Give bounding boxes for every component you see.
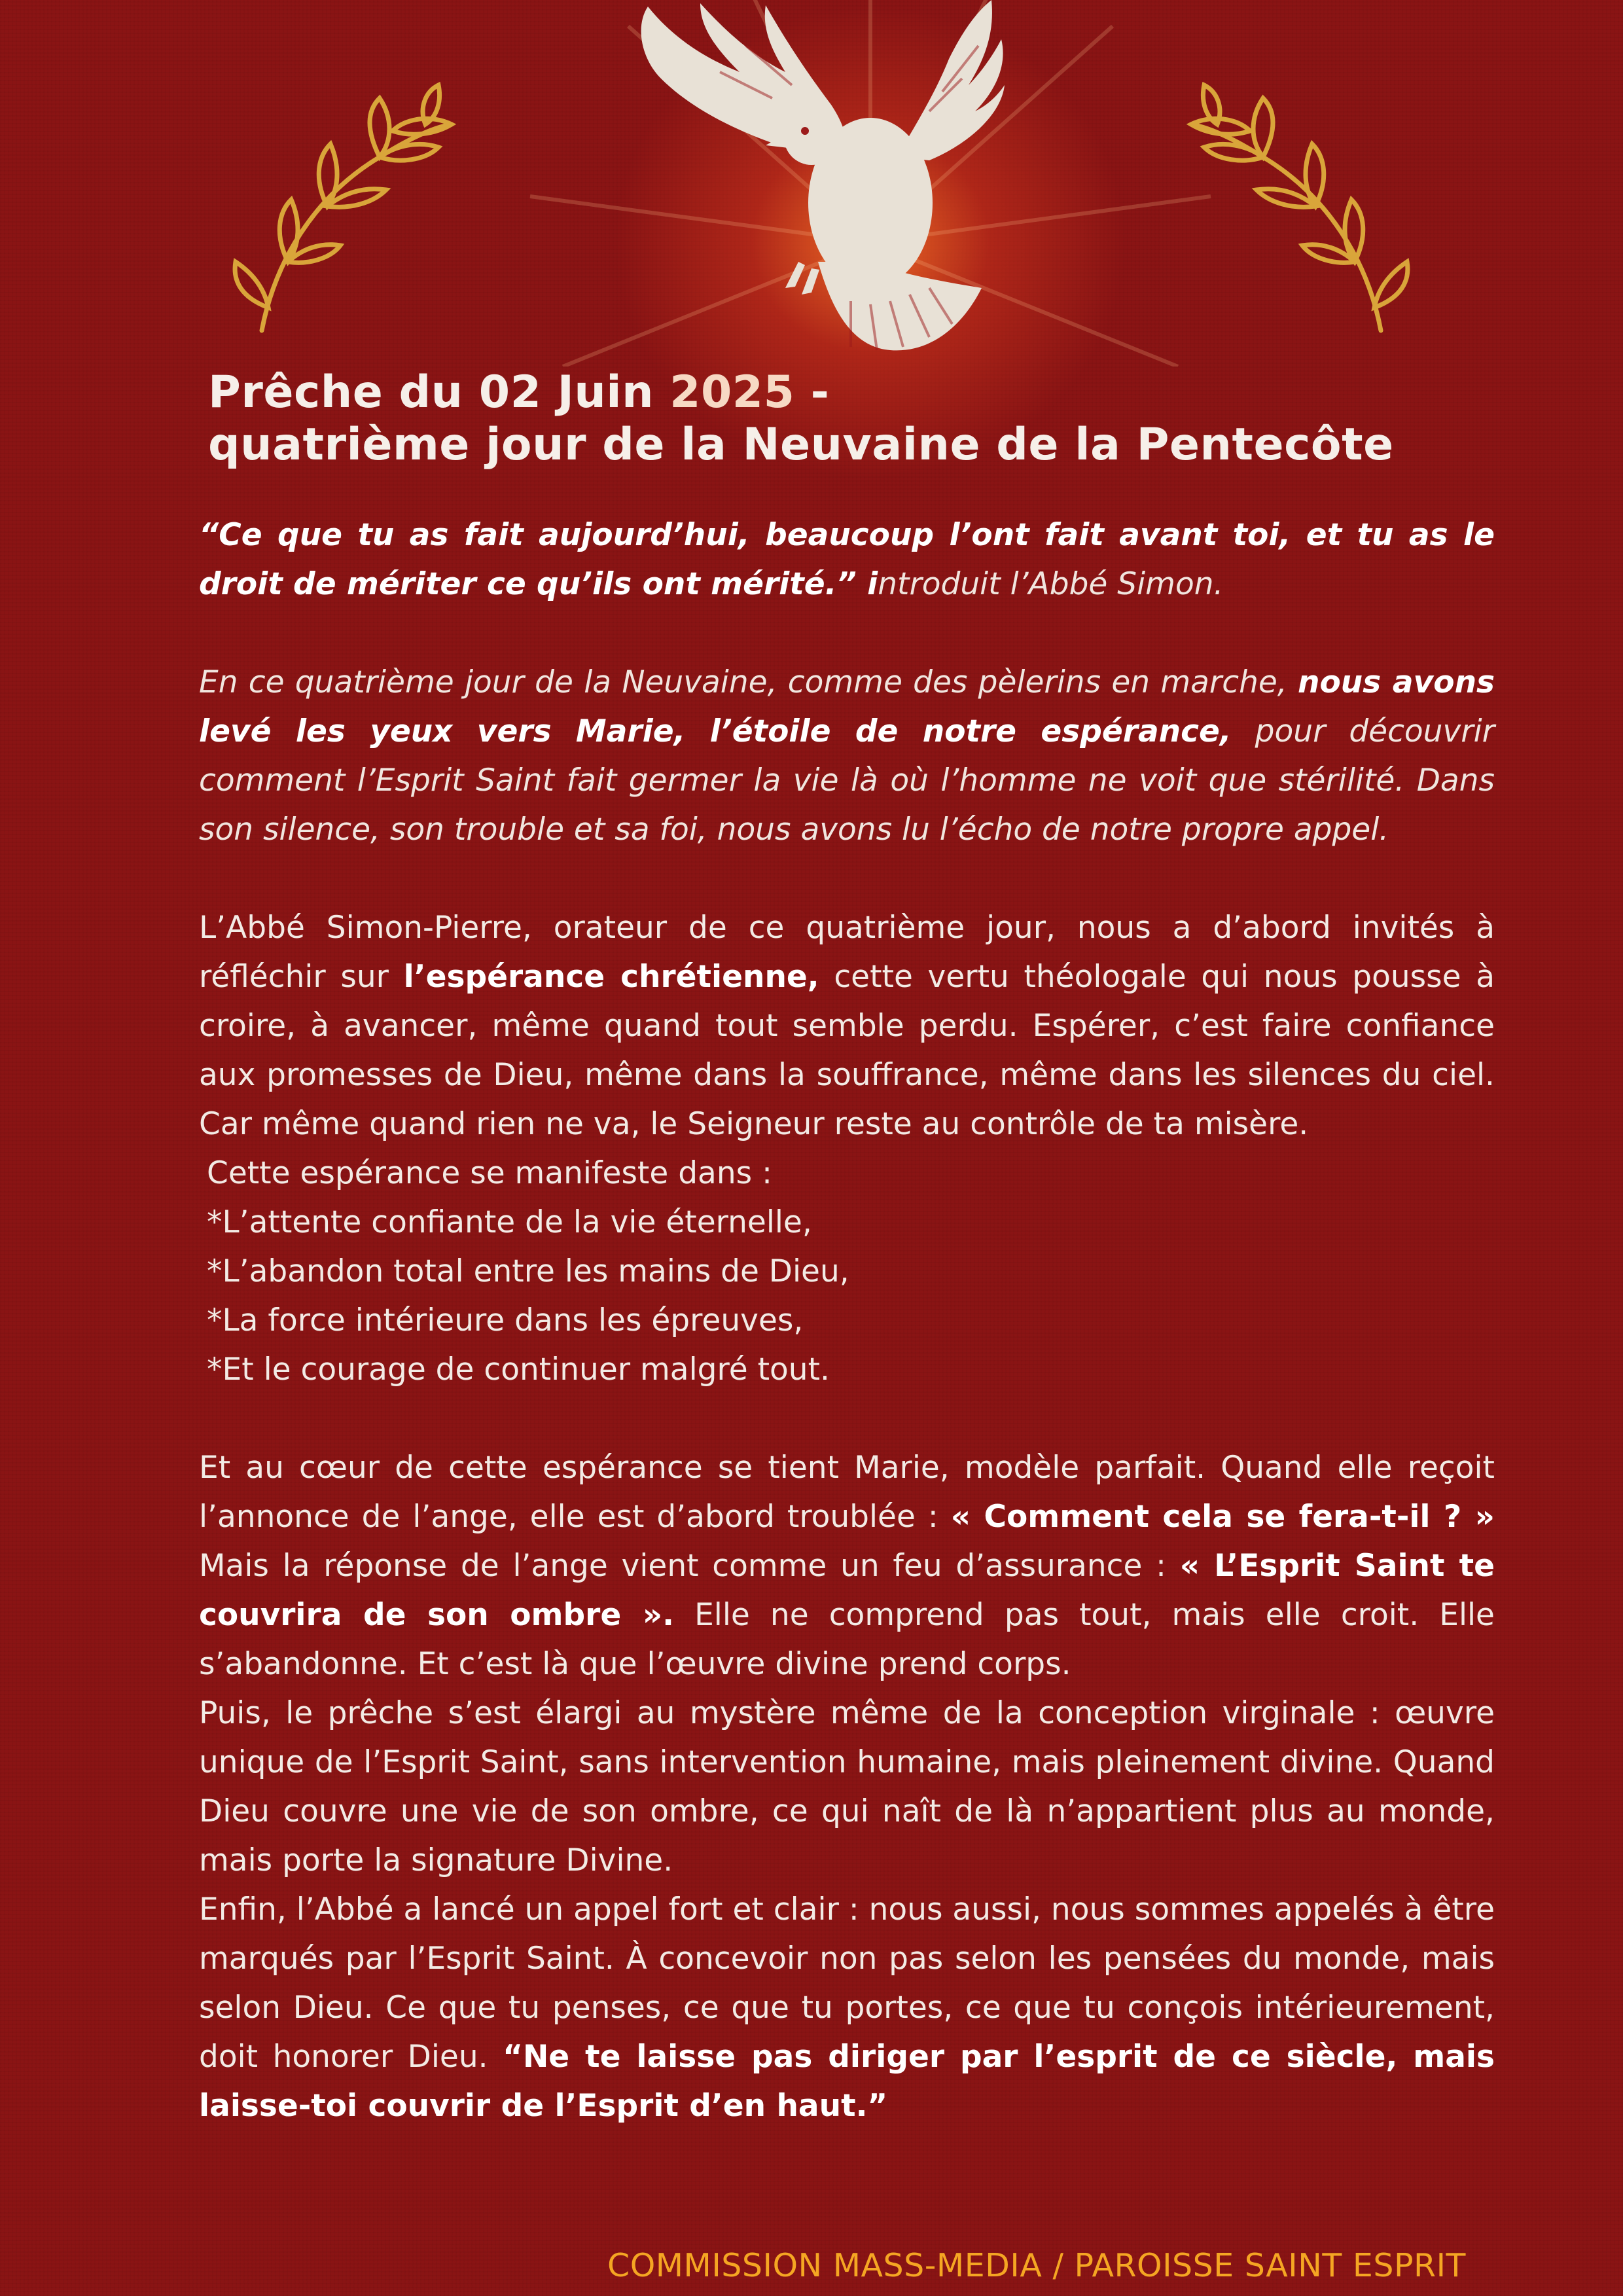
paragraph-esperance: L’Abbé Simon-Pierre, orateur de ce quatrième jour, nous a d’abord invités à réfléchir sur l’espérance chrétienne, cette vertu théologale qui nous pousse à croire, à avancer, même quand tout semble perdu. Espérer, c’est faire confiance aux promesses de Dieu, même dans la souffrance, même dans les silences du ciel. Car même quand rien ne va, le Seigneur reste au contrôle de ta misère. <box>199 910 1495 1142</box>
list-intro: Cette espérance se manifeste dans : <box>207 1155 772 1191</box>
esperance-list <box>199 1149 1495 1394</box>
sermon-body <box>199 511 1495 2130</box>
intro-attribution: ntroduit l’Abbé Simon. <box>878 566 1224 602</box>
laurel-right-icon <box>1191 85 1408 331</box>
paragraph-conception: Puis, le prêche s’est élargi au mystère même de la conception virginale : œuvre unique de l’Esprit Saint, sans intervention humaine, mais pleinement divine. Quand Dieu couvre une vie de son ombre, ce qui naît de là n’appartient plus au monde, mais porte la signature Divine. <box>199 1695 1495 1878</box>
list-item: *Et le courage de continuer malgré tout. <box>207 1352 830 1388</box>
paragraph-marie: Et au cœur de cette espérance se tient Marie, modèle parfait. Quand elle reçoit l’annonce de l’ange, elle est d’abord troublée : « Comment cela se fera-t-il ? » Mais la réponse de l’ange vient comme un feu d’assurance : « L’Esprit Saint te couvrira de son ombre ». Elle ne comprend pas tout, mais elle croit. Elle s’abandonne. Et c’est là que l’œuvre divine prend corps. <box>199 1450 1495 1682</box>
intro-quote: “Ce que tu as fait aujourd’hui, beaucoup l’ont fait avant toi, et tu as le droit de mériter ce qu’ils ont mérité.” <box>199 517 1495 602</box>
paragraph-appel: Enfin, l’Abbé a lancé un appel fort et clair : nous aussi, nous sommes appelés à être marqués par l’Esprit Saint. À concevoir non pas selon les pensées du monde, mais selon Dieu. Ce que tu penses, ce que tu portes, ce que tu conçois intérieurement, doit honorer Dieu. “Ne te laisse pas diriger par l’esprit de ce siècle, mais laisse-toi couvrir de l’Esprit d’en haut.” <box>199 1892 1495 2124</box>
title-year: 2025 <box>669 367 795 418</box>
page-title <box>208 367 1582 471</box>
list-item: *L’attente confiante de la vie éternelle, <box>207 1204 812 1240</box>
footer-credit: COMMISSION MASS-MEDIA / PAROISSE SAINT ESPRIT <box>607 2247 1466 2284</box>
title-line-1: Prêche du 02 Juin 2025 - <box>208 367 830 418</box>
list-item: *L’abandon total entre les mains de Dieu, <box>207 1253 849 1289</box>
title-line-2: quatrième jour de la Neuvaine de la Pentecôte <box>208 419 1394 471</box>
laurel-left-icon <box>235 85 452 331</box>
header-illustration <box>0 0 1623 367</box>
paragraph-neuvaine: En ce quatrième jour de la Neuvaine, comme des pèlerins en marche, nous avons levé les yeux vers Marie, l’étoile de notre espérance, pour découvrir comment l’Esprit Saint fait germer la vie là où l’homme ne voit que stérilité. Dans son silence, son trouble et sa foi, nous avons lu l’écho de notre propre appel. <box>199 664 1495 848</box>
intro-paragraph: “Ce que tu as fait aujourd’hui, beaucoup l’ont fait avant toi, et tu as le droit de mériter ce qu’ils ont mérité.” introduit l’Abbé Simon. <box>199 517 1495 602</box>
list-item: *La force intérieure dans les épreuves, <box>207 1302 804 1338</box>
dove-icon <box>641 0 1005 350</box>
